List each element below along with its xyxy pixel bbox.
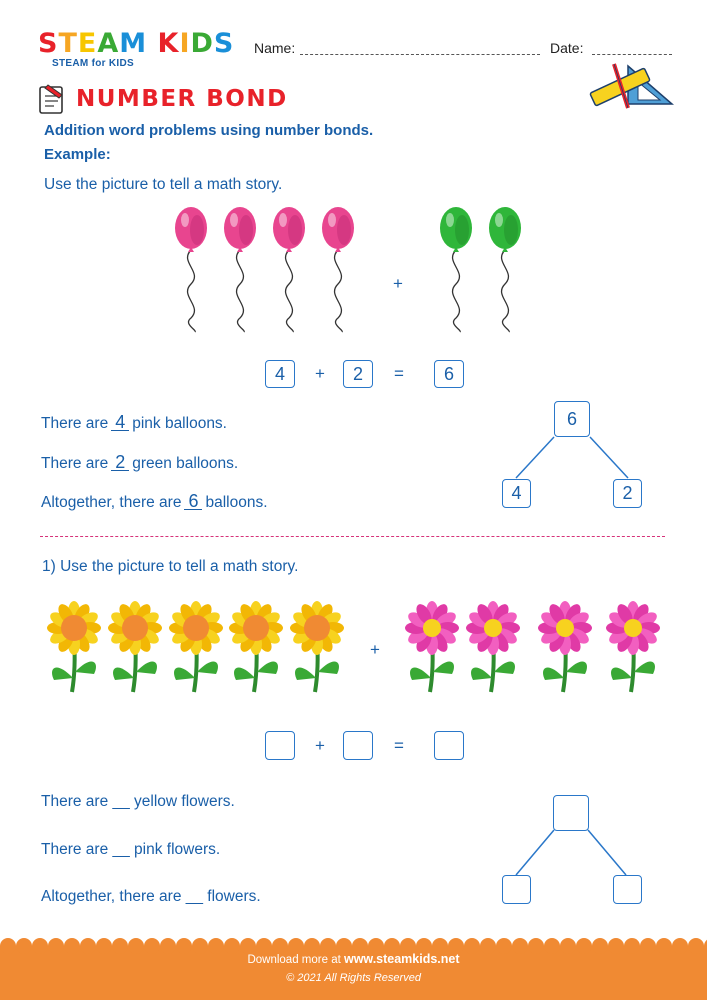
problem1-sentence-2: There are __ pink flowers. <box>41 841 221 858</box>
flower <box>466 601 520 692</box>
example-sentence-3: Altogether, there are 6 balloons. <box>41 491 268 511</box>
balloon <box>273 207 305 332</box>
problem1-flowers <box>40 598 670 698</box>
problem1-eq-box-sum[interactable] <box>434 731 464 760</box>
example-blank-3: 6 <box>184 493 202 510</box>
flower <box>229 601 283 692</box>
section-divider <box>40 536 665 537</box>
balloon <box>440 207 472 332</box>
brand-tagline: STEAM for KIDS <box>52 58 134 69</box>
logo-letter: D <box>190 28 214 59</box>
example-bond-top: 6 <box>554 401 590 437</box>
problem1-plus-sign: + <box>370 640 380 659</box>
example-blank-1: 4 <box>111 414 129 431</box>
name-label: Name: <box>254 40 296 56</box>
flower <box>108 601 162 692</box>
logo-letter <box>147 30 157 57</box>
logo-letter: K <box>157 28 180 59</box>
name-field[interactable] <box>300 54 540 55</box>
example-label: Example: <box>44 146 111 163</box>
footer-band <box>0 938 707 1000</box>
flower <box>538 601 592 692</box>
balloon <box>175 207 207 332</box>
example-balloons <box>160 200 540 340</box>
flower <box>606 601 660 692</box>
problem1-instruction: 1) Use the picture to tell a math story. <box>42 558 299 575</box>
example-blank-2: 2 <box>111 454 129 471</box>
problem1-bond-right[interactable] <box>613 875 642 904</box>
example-sentence-1: There are 4 pink balloons. <box>41 412 227 432</box>
example-plus-sign: + <box>393 274 403 293</box>
logo-letter: E <box>77 28 98 59</box>
date-field[interactable] <box>592 54 672 55</box>
footer-download: Download more at www.steamkids.net <box>247 952 460 966</box>
example-eq-plus: + <box>315 364 325 383</box>
example-eq-box-a: 4 <box>265 360 295 388</box>
problem1-eq-plus: + <box>315 736 325 755</box>
page-title: NUMBER BOND <box>76 86 288 112</box>
problem1-eq-equals: = <box>394 736 404 755</box>
problem1-bond-left[interactable] <box>502 875 531 904</box>
flower <box>169 601 223 692</box>
logo-letter: A <box>97 28 120 59</box>
example-bond-right: 2 <box>613 479 642 508</box>
balloon <box>489 207 521 332</box>
problem1-eq-box-b[interactable] <box>343 731 373 760</box>
logo-letter: I <box>179 28 191 59</box>
page-subtitle: Addition word problems using number bonds. <box>44 122 374 139</box>
footer-site-link[interactable]: www.steamkids.net <box>343 952 460 966</box>
ruler-triangle-icon <box>588 58 674 114</box>
problem1-bond-top[interactable] <box>553 795 589 831</box>
problem1-sentence-1: There are __ yellow flowers. <box>41 793 235 810</box>
flower <box>290 601 344 692</box>
example-eq-equals: = <box>394 364 404 383</box>
brand-logo <box>38 30 234 57</box>
example-eq-box-sum: 6 <box>434 360 464 388</box>
logo-letter: M <box>119 28 148 59</box>
logo-letter: S <box>38 28 59 59</box>
problem1-sentence-3: Altogether, there are __ flowers. <box>41 888 261 905</box>
logo-letter: S <box>213 28 235 59</box>
example-eq-box-b: 2 <box>343 360 373 388</box>
example-instruction: Use the picture to tell a math story. <box>44 176 283 193</box>
balloon <box>322 207 354 332</box>
date-label: Date: <box>550 40 584 56</box>
example-sentence-2: There are 2 green balloons. <box>41 452 239 472</box>
flower <box>405 601 459 692</box>
footer-copyright: © 2021 All Rights Reserved <box>286 972 421 984</box>
worksheet-pencil-icon <box>36 82 70 116</box>
balloon <box>224 207 256 332</box>
logo-letter: T <box>58 28 78 59</box>
example-bond-left: 4 <box>502 479 531 508</box>
flower <box>47 601 101 692</box>
problem1-eq-box-a[interactable] <box>265 731 295 760</box>
